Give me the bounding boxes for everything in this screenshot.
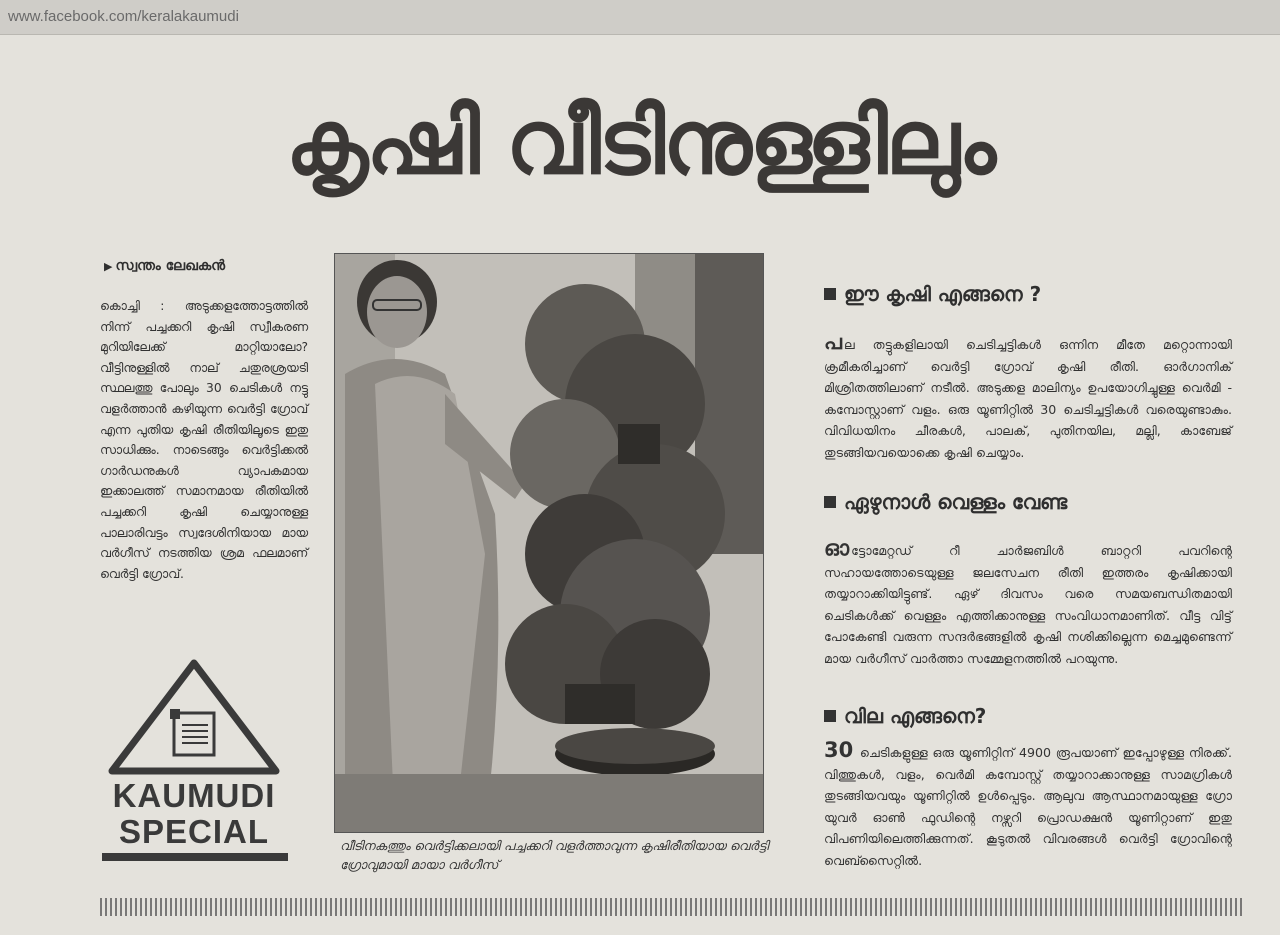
section-body-3-text: ചെടികളുള്ള ഒരു യൂണിറ്റിന് 4900 രൂപയാണ് ഇപ്പോഴുള്ള നിരക്ക്. വിത്തുകൾ, വളം, വെർമി കമ്പോസ്റ്റ് തയ്യാറാക്കാനുള്ള സാമഗ്രികൾ തുടങ്ങിയവയും യൂണിറ്റിൽ ഉൾപ്പെടും. ആലുവ ആസ്ഥാനമായുള്ള ഗ്രോ യുവർ ഓൺ ഫുഡിന്റെ നഴ്സറി പ്രൊഡക്ഷൻ യൂണിറ്റാണ് ഇതു വിപണിയിലെത്തിക്കുന്നത്. കൂടുതൽ വിവരങ്ങൾ വെർട്ടി ഗ്രോവിന്റെ വെബ്സൈറ്റിൽ. — [824, 745, 1232, 868]
byline-text: സ്വന്തം ലേഖകൻ — [115, 258, 226, 274]
section-heading-2 — [824, 490, 1067, 514]
dropcap-1: പ — [824, 330, 842, 354]
square-bullet-icon — [824, 288, 836, 300]
photo-caption: വീടിനകത്തും വെർട്ടിക്കലായി പച്ചക്കറി വളർത്താവുന്ന കൃഷിരീതിയായ വെർട്ടി ഗ്രോവുമായി മായാ വർഗീസ് — [340, 838, 769, 872]
section-heading-1 — [824, 282, 1041, 306]
dropcap-2: ഓ — [824, 536, 850, 560]
section-body-1 — [824, 332, 1232, 464]
byline — [104, 258, 225, 274]
square-bullet-icon — [824, 710, 836, 722]
page-title: കൃഷി വീടിനുള്ളിലും — [286, 90, 995, 195]
kaumudi-special-logo — [98, 655, 290, 865]
triangle-bullet-icon: ▶ — [104, 260, 113, 273]
top-bar — [0, 0, 1280, 35]
document-in-triangle-icon — [98, 655, 290, 780]
facebook-url: www.facebook.com/keralakaumudi — [8, 8, 239, 25]
article-photo — [334, 253, 764, 833]
section-body-3 — [824, 740, 1232, 872]
logo-underline — [102, 853, 288, 861]
section-heading-1-text: ഈ കൃഷി എങ്ങനെ ? — [844, 282, 1042, 306]
logo-line-1: KAUMUDI — [112, 777, 276, 814]
intro-paragraph: കൊച്ചി : അടുക്കളത്തോട്ടത്തിൽ നിന്ന് പച്ചക്കറി കൃഷി സ്വീകരണ മുറിയിലേക്ക് മാറ്റിയാലോ? വീട്ടിനുള്ളിൽ നാല് ചതുരശ്രയടി സ്ഥലത്തു പോലും 30 ചെടികൾ നട്ടു വളർത്താൻ കഴിയുന്ന വെർട്ടി ഗ്രോവ് എന്ന പുതിയ കൃഷി രീതിയിലൂടെ ഇതു സാധിക്കും. നാടെങ്ങും വെർട്ടിക്കൽ ഗാർഡനുകൾ വ്യാപകമായ ഇക്കാലത്ത് സമാനമായ രീതിയിൽ പച്ചക്കറി കൃഷി ചെയ്യാനുള്ള പാലാരിവട്ടം സ്വദേശിനിയായ മായ വർഗീസ് നടത്തിയ ശ്രമ ഫലമാണ് വെർട്ടി ഗ്രോവ്. — [100, 299, 308, 581]
section-heading-3 — [824, 704, 986, 728]
square-bullet-icon — [824, 496, 836, 508]
section-body-2-text: ട്ടോമേറ്റഡ് റീ ചാർജബിൾ ബാറ്ററി പവറിന്റെ സഹായത്തോടെയുള്ള ജലസേചന രീതി ഇത്തരം കൃഷിക്കായി തയ്യാറാക്കിയിട്ടുണ്ട്. ഏഴ് ദിവസം വരെ സമയബന്ധിതമായി ചെടികൾക്ക് വെള്ളം എത്തിക്കാനുള്ള സംവിധാനമാണിത്. വീട്ട വിട്ട് പോകേണ്ടി വരുന്ന സന്ദർഭങ്ങളിൽ കൃഷി നശിക്കില്ലെന്ന മെച്ചമുണ്ടെന്ന് മായ വർഗീസ് വാർത്താ സമ്മേളനത്തിൽ പറയുന്നു. — [824, 543, 1232, 666]
section-heading-2-text: ഏഴുനാൾ വെള്ളം വേണ്ട — [844, 490, 1068, 514]
section-body-2 — [824, 538, 1232, 670]
dropcap-3: 30 — [824, 738, 854, 762]
section-body-1-text: ല തട്ടുകളിലായി ചെടിച്ചട്ടികൾ ഒന്നിന മീതേ മറ്റൊന്നായി ക്രമീകരിച്ചാണ് വെർട്ടി ഗ്രോവ് കൃഷി രീതി. ഓർഗാനിക് മിശ്രിതത്തിലാണ് നടീൽ. അടുക്കള മാലിന്യം ഉപയോഗിച്ചുള്ള വെർമി - കമ്പോസ്റ്റാണ് വളം. ഒരു യൂണിറ്റിൽ 30 ചെടിച്ചട്ടികൾ വരെയുണ്ടാകും. വിവിധയിനം ചീരകൾ, പാലക്, പുതിനയില, മല്ലി, കാബേജ് തുടങ്ങിയവയൊക്കെ കൃഷി ചെയ്യാം. — [824, 337, 1232, 460]
section-heading-3-text: വില എങ്ങനെ? — [844, 704, 987, 728]
woman-with-plant-tower-photo — [335, 254, 763, 832]
logo-line-2: SPECIAL — [118, 813, 270, 850]
bottom-decorative-rule — [100, 898, 1245, 916]
